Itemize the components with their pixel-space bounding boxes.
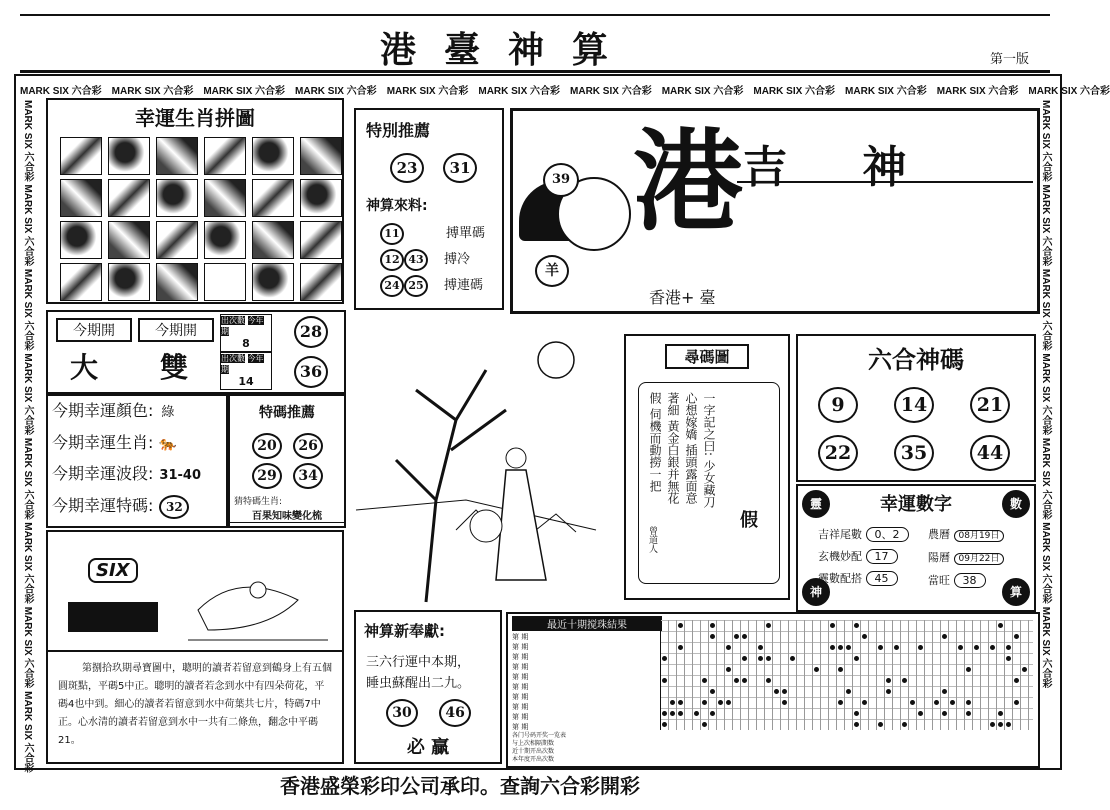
result-dot bbox=[1014, 634, 1019, 639]
result-dot bbox=[702, 722, 707, 727]
result-dot bbox=[670, 711, 675, 716]
result-dot bbox=[766, 678, 771, 683]
result-dot bbox=[710, 689, 715, 694]
result-dot bbox=[838, 667, 843, 672]
result-dot bbox=[702, 678, 707, 683]
result-dot bbox=[854, 722, 859, 727]
result-dot bbox=[998, 623, 1003, 628]
open-cell-count: 14 bbox=[238, 375, 254, 388]
special-row-label: 搏單碼 bbox=[446, 226, 486, 241]
luckynum-value: 17 bbox=[866, 549, 898, 564]
luckynum-corner: 靈 bbox=[802, 490, 830, 518]
liuhe-num: 22 bbox=[818, 435, 858, 471]
result-dot bbox=[966, 667, 971, 672]
gift-num: 30 bbox=[386, 699, 418, 727]
lucky-special-value: 32 bbox=[159, 495, 189, 519]
gift-line-2: 睡虫蘇醒出二九。 bbox=[366, 676, 471, 691]
open-cell-2 bbox=[220, 352, 272, 390]
open-cell-sub: 今年期 bbox=[221, 316, 264, 336]
puzzle-tile bbox=[204, 179, 246, 217]
result-dot bbox=[662, 722, 667, 727]
result-dot bbox=[766, 656, 771, 661]
liuhe-num: 14 bbox=[894, 387, 934, 423]
brand-big-char: 港 bbox=[633, 117, 743, 246]
open-val-1: 大 bbox=[70, 351, 99, 384]
result-dot bbox=[1006, 722, 1011, 727]
result-dot bbox=[1022, 667, 1027, 672]
special-num: 31 bbox=[443, 153, 477, 183]
liuhe-title: 六合神碼 bbox=[868, 346, 964, 374]
puzzle-tile bbox=[60, 221, 102, 259]
tepick-title: 特碼推薦 bbox=[259, 405, 315, 421]
riddle-text: 一字記之曰: 少女藏刀心想嫁嬌 插頭露面意著細 黃金白銀并無花假 伺機而動撈一把 bbox=[648, 392, 716, 508]
six-logo-text: SIX bbox=[88, 558, 138, 583]
result-dot bbox=[902, 678, 907, 683]
results-row-label: 第 期 bbox=[512, 663, 529, 671]
result-dot bbox=[974, 645, 979, 650]
result-dot bbox=[782, 689, 787, 694]
results-row-label: 第 期 bbox=[512, 723, 529, 731]
result-dot bbox=[990, 645, 995, 650]
result-dot bbox=[710, 623, 715, 628]
edition-label: 第一版 bbox=[990, 52, 1030, 67]
puzzle-tile bbox=[108, 137, 150, 175]
lucky-zodiac-label: 今期幸運生肖: bbox=[52, 433, 154, 452]
liuhe-panel bbox=[796, 334, 1036, 482]
result-dot bbox=[878, 722, 883, 727]
lucky-color-label: 今期幸運顏色: bbox=[52, 401, 154, 420]
tepick-num: 34 bbox=[293, 463, 323, 489]
header-rule bbox=[20, 70, 1050, 73]
puzzle-tile bbox=[252, 179, 294, 217]
result-dot bbox=[726, 700, 731, 705]
result-dot bbox=[670, 700, 675, 705]
result-dot bbox=[678, 645, 683, 650]
open-label-2: 今期開 bbox=[138, 318, 214, 342]
result-dot bbox=[1014, 678, 1019, 683]
puzzle-tile bbox=[300, 263, 342, 301]
crane-svg bbox=[178, 540, 338, 644]
puzzle-tile bbox=[60, 137, 102, 175]
result-dot bbox=[990, 722, 995, 727]
puzzle-tile bbox=[60, 263, 102, 301]
puzzle-tile bbox=[252, 137, 294, 175]
luckynum-rlabel: 陽曆 bbox=[928, 551, 950, 564]
result-dot bbox=[774, 689, 779, 694]
luckynum-rvalue: 38 bbox=[954, 573, 986, 588]
gift-title: 神算新奉獻: bbox=[364, 622, 445, 640]
tepick-num: 29 bbox=[252, 463, 282, 489]
luckynum-label: 靈數配搭 bbox=[818, 572, 862, 585]
result-dot bbox=[886, 678, 891, 683]
riddle-signature: 曾道人 bbox=[647, 526, 657, 553]
result-dot bbox=[910, 700, 915, 705]
lucky-panel bbox=[46, 394, 228, 528]
brand-top-chars: 吉 神 bbox=[743, 142, 937, 193]
results-row-label: 第 期 bbox=[512, 703, 529, 711]
puzzle-tile bbox=[156, 263, 198, 301]
result-dot bbox=[942, 711, 947, 716]
puzzle-tile bbox=[252, 221, 294, 259]
result-dot bbox=[742, 678, 747, 683]
puzzle-title: 幸運生肖拼圖 bbox=[135, 106, 255, 130]
result-dot bbox=[950, 700, 955, 705]
riddle-big: 假 bbox=[740, 510, 758, 531]
luckynum-label: 玄機妙配 bbox=[818, 550, 862, 563]
crane-icon bbox=[198, 587, 298, 630]
result-dot bbox=[734, 634, 739, 639]
results-row-label: 第 期 bbox=[512, 713, 529, 721]
result-dot bbox=[814, 667, 819, 672]
result-dot bbox=[710, 634, 715, 639]
special-row-num: 12 bbox=[380, 249, 404, 271]
puzzle-tile bbox=[108, 179, 150, 217]
results-footer: 各门号码开奖一览表 与上次相隔期数 近十期开出次数 本年度开出次数 bbox=[512, 732, 567, 763]
lucky-wave-value: 31-40 bbox=[159, 468, 201, 483]
result-dot bbox=[902, 722, 907, 727]
result-dot bbox=[942, 689, 947, 694]
luckynum-label: 吉祥尾數 bbox=[818, 528, 862, 541]
result-dot bbox=[998, 711, 1003, 716]
puzzle-tile bbox=[300, 179, 342, 217]
result-dot bbox=[742, 656, 747, 661]
result-dot bbox=[710, 711, 715, 716]
result-dot bbox=[678, 623, 683, 628]
luckynum-corner: 數 bbox=[1002, 490, 1030, 518]
tepick-hint: 猜特碼生肖: bbox=[234, 497, 283, 507]
special-row-num: 11 bbox=[380, 223, 404, 245]
result-dot bbox=[886, 689, 891, 694]
brand-panel bbox=[510, 108, 1040, 314]
result-dot bbox=[790, 656, 795, 661]
lucky-wave-label: 今期幸運波段: bbox=[52, 464, 154, 483]
gift-num: 46 bbox=[439, 699, 471, 727]
result-dot bbox=[830, 645, 835, 650]
result-dot bbox=[942, 634, 947, 639]
tepick-answer: 百果知味變化梳 bbox=[230, 507, 344, 523]
result-dot bbox=[862, 700, 867, 705]
luckynum-value: 0、2 bbox=[866, 527, 909, 542]
result-dot bbox=[734, 678, 739, 683]
puzzle-tile bbox=[60, 179, 102, 217]
puzzle-tile bbox=[204, 137, 246, 175]
brand-zodiac: 羊 bbox=[535, 255, 569, 287]
fan-icon bbox=[470, 510, 502, 542]
painting-scene bbox=[356, 330, 612, 602]
lucky-color-value: 綠 bbox=[161, 405, 175, 420]
riddle-panel bbox=[624, 334, 790, 600]
result-dot bbox=[918, 645, 923, 650]
result-dot bbox=[846, 689, 851, 694]
result-dot bbox=[694, 711, 699, 716]
puzzle-panel bbox=[46, 98, 344, 304]
result-dot bbox=[758, 656, 763, 661]
open-num: 28 bbox=[294, 316, 328, 348]
puzzle-tile bbox=[156, 179, 198, 217]
puzzle-tile bbox=[156, 221, 198, 259]
result-dot bbox=[662, 711, 667, 716]
brand-badge: 39 bbox=[543, 163, 579, 197]
moon-icon bbox=[538, 342, 574, 378]
puzzle-tile bbox=[300, 137, 342, 175]
result-dot bbox=[702, 700, 707, 705]
top-rule bbox=[20, 14, 1050, 16]
gift-panel bbox=[354, 610, 502, 764]
special-num: 23 bbox=[390, 153, 424, 183]
result-dot bbox=[726, 667, 731, 672]
result-dot bbox=[862, 634, 867, 639]
treasure-panel bbox=[46, 530, 344, 652]
open-cell-text: 出次數 bbox=[221, 316, 245, 325]
result-dot bbox=[662, 678, 667, 683]
luckynum-rlabel: 當旺 bbox=[928, 574, 950, 587]
result-dot bbox=[838, 645, 843, 650]
result-dot bbox=[782, 700, 787, 705]
puzzle-grid bbox=[60, 137, 342, 301]
open-label-1: 今期開 bbox=[56, 318, 132, 342]
special-sub: 神算來料: bbox=[366, 198, 428, 214]
puzzle-tile bbox=[108, 263, 150, 301]
result-dot bbox=[846, 645, 851, 650]
puzzle-tile bbox=[156, 137, 198, 175]
result-dot bbox=[678, 711, 683, 716]
luckynum-title: 幸運數字 bbox=[880, 494, 952, 515]
luckynum-rvalue: 09月22日 bbox=[954, 553, 1005, 565]
result-dot bbox=[662, 656, 667, 661]
result-dot bbox=[958, 645, 963, 650]
open-num: 36 bbox=[294, 356, 328, 388]
story-text: 第捌拾玖期尋寶圖中，聰明的讀者若留意到鶴身上有五個圓斑點，平碼5中正。聰明的讀者若念到水中有四朵荷花，平碼4也中到。細心的讀者若留意到水中荷葉共七片，特碼7中正。心水清的讀者若留意到水中一共有二條魚，翻念中平碼21。 bbox=[58, 663, 332, 746]
puzzle-tile bbox=[204, 221, 246, 259]
tiger-icon: 🐅 bbox=[159, 436, 177, 452]
tepick-num: 20 bbox=[252, 433, 282, 459]
puzzle-tile bbox=[204, 263, 246, 301]
result-dot bbox=[726, 645, 731, 650]
lady-icon bbox=[496, 470, 546, 580]
results-rows bbox=[512, 632, 528, 732]
open-cell-1 bbox=[220, 314, 272, 352]
top-banner: MARK SIX 六合彩 MARK SIX 六合彩 MARK SIX 六合彩 MARK SIX 六合彩 MARK SIX 六合彩 MARK SIX 六合彩 MARK SIX 六合彩 MARK SIX 六合彩 MARK SIX 六合彩 MARK SIX 六合彩 MARK SIX 六合彩 MARK SIX 六合彩 bbox=[20, 86, 1110, 97]
brand-bottom: 香港+ 臺 bbox=[649, 288, 716, 307]
six-logo bbox=[58, 542, 168, 638]
gift-line-1: 三六行運中本期， bbox=[366, 655, 471, 670]
brand-top-rule bbox=[737, 181, 1033, 183]
riddle-title: 尋碼圖 bbox=[665, 344, 749, 369]
puzzle-tile bbox=[108, 221, 150, 259]
result-dot bbox=[1006, 645, 1011, 650]
special-row-num: 24 bbox=[380, 275, 404, 297]
liuhe-num: 44 bbox=[970, 435, 1010, 471]
luckynum-corner: 算 bbox=[1002, 578, 1030, 606]
result-dot bbox=[678, 700, 683, 705]
header-title: 港臺神算 bbox=[380, 29, 637, 71]
liuhe-num: 9 bbox=[818, 387, 858, 423]
liuhe-num: 35 bbox=[894, 435, 934, 471]
open-cell-count: 8 bbox=[242, 337, 250, 350]
result-dot bbox=[966, 711, 971, 716]
result-dot bbox=[854, 711, 859, 716]
result-dot bbox=[718, 700, 723, 705]
luckynum-panel bbox=[796, 484, 1036, 612]
left-banner: MARK SIX 六合彩 MARK SIX 六合彩 MARK SIX 六合彩 MARK SIX 六合彩 MARK SIX 六合彩 MARK SIX 六合彩 MARK SIX 六合彩 MARK SIX 六合彩 bbox=[22, 100, 33, 773]
result-dot bbox=[1006, 656, 1011, 661]
result-dot bbox=[758, 645, 763, 650]
luckynum-corner: 神 bbox=[802, 578, 830, 606]
open-val-2: 雙 bbox=[160, 351, 189, 384]
result-dot bbox=[838, 700, 843, 705]
open-panel bbox=[46, 310, 346, 394]
results-row-label: 第 期 bbox=[512, 683, 529, 691]
luckynum-rvalue: 08月19日 bbox=[954, 530, 1005, 542]
result-dot bbox=[766, 623, 771, 628]
results-row-label: 第 期 bbox=[512, 633, 529, 641]
story-panel bbox=[46, 650, 344, 764]
result-dot bbox=[966, 700, 971, 705]
result-dot bbox=[934, 700, 939, 705]
tepick-panel bbox=[228, 394, 346, 528]
result-dot bbox=[918, 711, 923, 716]
puzzle-tile bbox=[300, 221, 342, 259]
painting-svg bbox=[356, 330, 612, 602]
gift-win: 必 贏 bbox=[406, 737, 450, 758]
luckynum-value: 45 bbox=[866, 571, 898, 586]
special-row-label: 搏冷 bbox=[444, 252, 471, 267]
result-dot bbox=[1014, 700, 1019, 705]
special-row-num: 43 bbox=[404, 249, 428, 271]
luckynum-rlabel: 農曆 bbox=[928, 528, 950, 541]
tree-icon bbox=[396, 370, 506, 602]
special-title: 特別推薦 bbox=[366, 121, 431, 140]
results-row-label: 第 期 bbox=[512, 643, 529, 651]
result-dot bbox=[894, 645, 899, 650]
lucky-special-label: 今期幸運特碼: bbox=[52, 496, 154, 515]
special-row-num: 25 bbox=[404, 275, 428, 297]
result-dot bbox=[998, 722, 1003, 727]
results-row-label: 第 期 bbox=[512, 653, 529, 661]
results-row-label: 第 期 bbox=[512, 693, 529, 701]
results-title: 最近十期搅珠結果 bbox=[512, 616, 662, 631]
puzzle-tile bbox=[252, 263, 294, 301]
liuhe-num: 21 bbox=[970, 387, 1010, 423]
result-dot bbox=[854, 656, 859, 661]
special-row-label: 搏連碼 bbox=[444, 278, 484, 293]
result-dot bbox=[878, 645, 883, 650]
tepick-num: 26 bbox=[293, 433, 323, 459]
results-panel bbox=[506, 612, 1040, 768]
right-banner: MARK SIX 六合彩 MARK SIX 六合彩 MARK SIX 六合彩 MARK SIX 六合彩 MARK SIX 六合彩 MARK SIX 六合彩 MARK SIX 六合彩 bbox=[1040, 100, 1051, 689]
result-dot bbox=[854, 623, 859, 628]
results-row-label: 第 期 bbox=[512, 673, 529, 681]
results-grid bbox=[660, 620, 1033, 730]
open-cell-sub: 今年期 bbox=[221, 354, 264, 374]
result-dot bbox=[830, 623, 835, 628]
open-cell-text: 出次數 bbox=[221, 354, 245, 363]
footer-text: 香港盛榮彩印公司承印。查詢六合彩開彩 bbox=[280, 774, 640, 798]
special-panel bbox=[354, 108, 504, 310]
result-dot bbox=[742, 634, 747, 639]
